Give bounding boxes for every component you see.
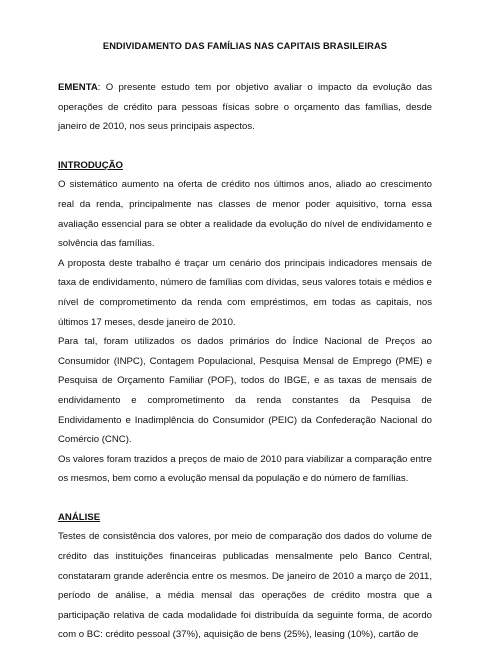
introducao-paragraph-3: Para tal, foram utilizados os dados primários do Índice Nacional de Preços ao Consumidor (INPC), Contagem Populacional, Pesquisa Mensal de Emprego (PME) e Pesquisa de Orçamento Familiar (POF), todos do IBGE, e as taxas de mensais de endividamento e comprometimento da renda constantes da Pesquisa de Endividamento e Inadimplência do Consumidor (PEIC) da Confederação Nacional do Comércio (CNC). xyxy=(58,336,432,446)
section-spacer xyxy=(58,489,432,508)
ementa-paragraph xyxy=(58,78,432,137)
ementa-text: : O presente estudo tem por objetivo avaliar o impacto da evolução das operações de crédito para pessoas físicas sobre o orçamento das famílias, desde janeiro de 2010, nos seus principais aspectos. xyxy=(58,82,432,133)
document-title: ENDIVIDAMENTO DAS FAMÍLIAS NAS CAPITAIS BRASILEIRAS xyxy=(102,41,388,51)
introducao-paragraph-2: A proposta deste trabalho é traçar um cenário dos principais indicadores mensais de taxa de endividamento, número de famílias com dívidas, seus valores totais e médios e nível de comprometimento da renda com empréstimos, em todas as capitais, nos últimos 17 meses, desde janeiro de 2010. xyxy=(58,257,432,328)
introducao-heading: INTRODUÇÃO xyxy=(58,159,124,171)
analise-paragraph: Testes de consistência dos valores, por meio de comparação dos dados do volume de crédito das instituições financeiras publicadas mensalmente pelo Banco Central, constataram grande aderência entre os mesmos. De janeiro de 2010 a março de 2011, período de análise, a média mensal das operações de crédito mostra que a participação relativa de cada modalidade foi distribuída da seguinte forma, de acordo com o BC: crédito pessoal (37%), aquisição de bens (25%), leasing (10%), cartão de xyxy=(58,531,432,641)
introducao-paragraph-1: O sistemático aumento na oferta de crédito nos últimos anos, aliado ao crescimento real da renda, principalmente nas classes de menor poder aquisitivo, torna essa avaliação essencial para se obter a realidade da evolução do nível de endividamento e solvência das famílias. xyxy=(58,179,432,250)
ementa-label: EMENTA xyxy=(58,82,98,93)
analise-heading: ANÁLISE xyxy=(58,511,101,523)
introducao-paragraph-4: Os valores foram trazidos a preços de maio de 2010 para viabilizar a comparação entre os mesmos, bem como a evolução mensal da população e do número de famílias. xyxy=(58,453,432,485)
